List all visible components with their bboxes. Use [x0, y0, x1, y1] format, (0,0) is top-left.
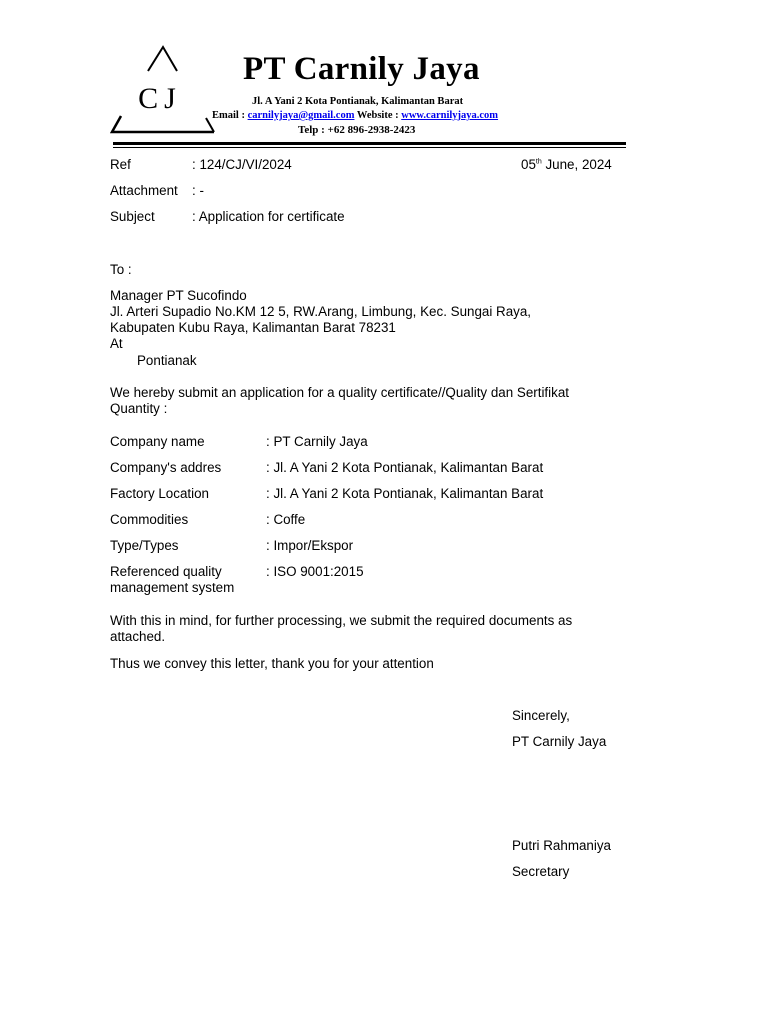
- logo-triangle-icon: [110, 44, 220, 136]
- detail-label: Company's addres: [110, 460, 222, 475]
- attachment-value: : -: [192, 183, 204, 198]
- sincerely: Sincerely,: [512, 708, 570, 723]
- detail-value: : PT Carnily Jaya: [266, 434, 368, 449]
- recipient-city: Pontianak: [137, 353, 197, 368]
- detail-label-continued: management system: [110, 580, 235, 595]
- thanks-line: Thus we convey this letter, thank you for your attention: [110, 656, 434, 671]
- company-phone: Telp : +62 896-2938-2423: [298, 124, 416, 136]
- letter-date: [521, 157, 612, 173]
- company-logo: [110, 44, 220, 136]
- detail-value: : Jl. A Yani 2 Kota Pontianak, Kalimantan Barat: [266, 486, 544, 501]
- detail-value: : Coffe: [266, 512, 306, 527]
- email-link[interactable]: carnilyjaya@gmail.com: [247, 110, 355, 121]
- detail-label: Company name: [110, 434, 205, 449]
- company-name: PT Carnily Jaya: [243, 51, 480, 87]
- email-label: Email :: [212, 110, 248, 121]
- to-label: To :: [110, 262, 132, 277]
- signatory-name: Putri Rahmaniya: [512, 838, 611, 853]
- website-label: Website :: [354, 110, 402, 121]
- signatory-title: Secretary: [512, 864, 570, 879]
- detail-value: : ISO 9001:2015: [266, 564, 364, 579]
- intro-line-2: Quantity :: [110, 401, 168, 416]
- date-rest: June, 2024: [541, 157, 612, 172]
- date-day: 05: [521, 157, 536, 172]
- website-link[interactable]: www.carnilyjaya.com: [401, 110, 499, 121]
- logo-text: CJ: [138, 82, 182, 115]
- recipient-address-2: Kabupaten Kubu Raya, Kalimantan Barat 78231: [110, 320, 396, 335]
- date-suffix: th: [535, 158, 542, 166]
- subject-value: : Application for certificate: [192, 209, 345, 224]
- ref-label: Ref: [110, 157, 131, 172]
- closing-line-2: attached.: [110, 629, 166, 644]
- company-address: Jl. A Yani 2 Kota Pontianak, Kalimantan Barat: [252, 96, 464, 107]
- ref-value: : 124/CJ/VI/2024: [192, 157, 292, 172]
- attachment-label: Attachment: [110, 183, 178, 198]
- intro-line-1: We hereby submit an application for a quality certificate//Quality dan Sertifikat: [110, 385, 569, 400]
- header-divider-thick: [113, 142, 626, 145]
- recipient-title: Manager PT Sucofindo: [110, 288, 247, 303]
- recipient-at: At: [110, 336, 123, 351]
- company-contact: [212, 109, 498, 122]
- detail-label: Referenced quality: [110, 564, 222, 579]
- recipient-address-1: Jl. Arteri Supadio No.KM 12 5, RW.Arang, Limbung, Kec. Sungai Raya,: [110, 304, 532, 319]
- detail-value: : Impor/Ekspor: [266, 538, 354, 553]
- detail-label: Commodities: [110, 512, 189, 527]
- signature-company: PT Carnily Jaya: [512, 734, 607, 749]
- closing-line-1: With this in mind, for further processing, we submit the required documents as: [110, 613, 573, 628]
- header-divider-thin: [113, 147, 626, 148]
- detail-label: Factory Location: [110, 486, 209, 501]
- subject-label: Subject: [110, 209, 155, 224]
- detail-label: Type/Types: [110, 538, 179, 553]
- detail-value: : Jl. A Yani 2 Kota Pontianak, Kalimantan Barat: [266, 460, 544, 475]
